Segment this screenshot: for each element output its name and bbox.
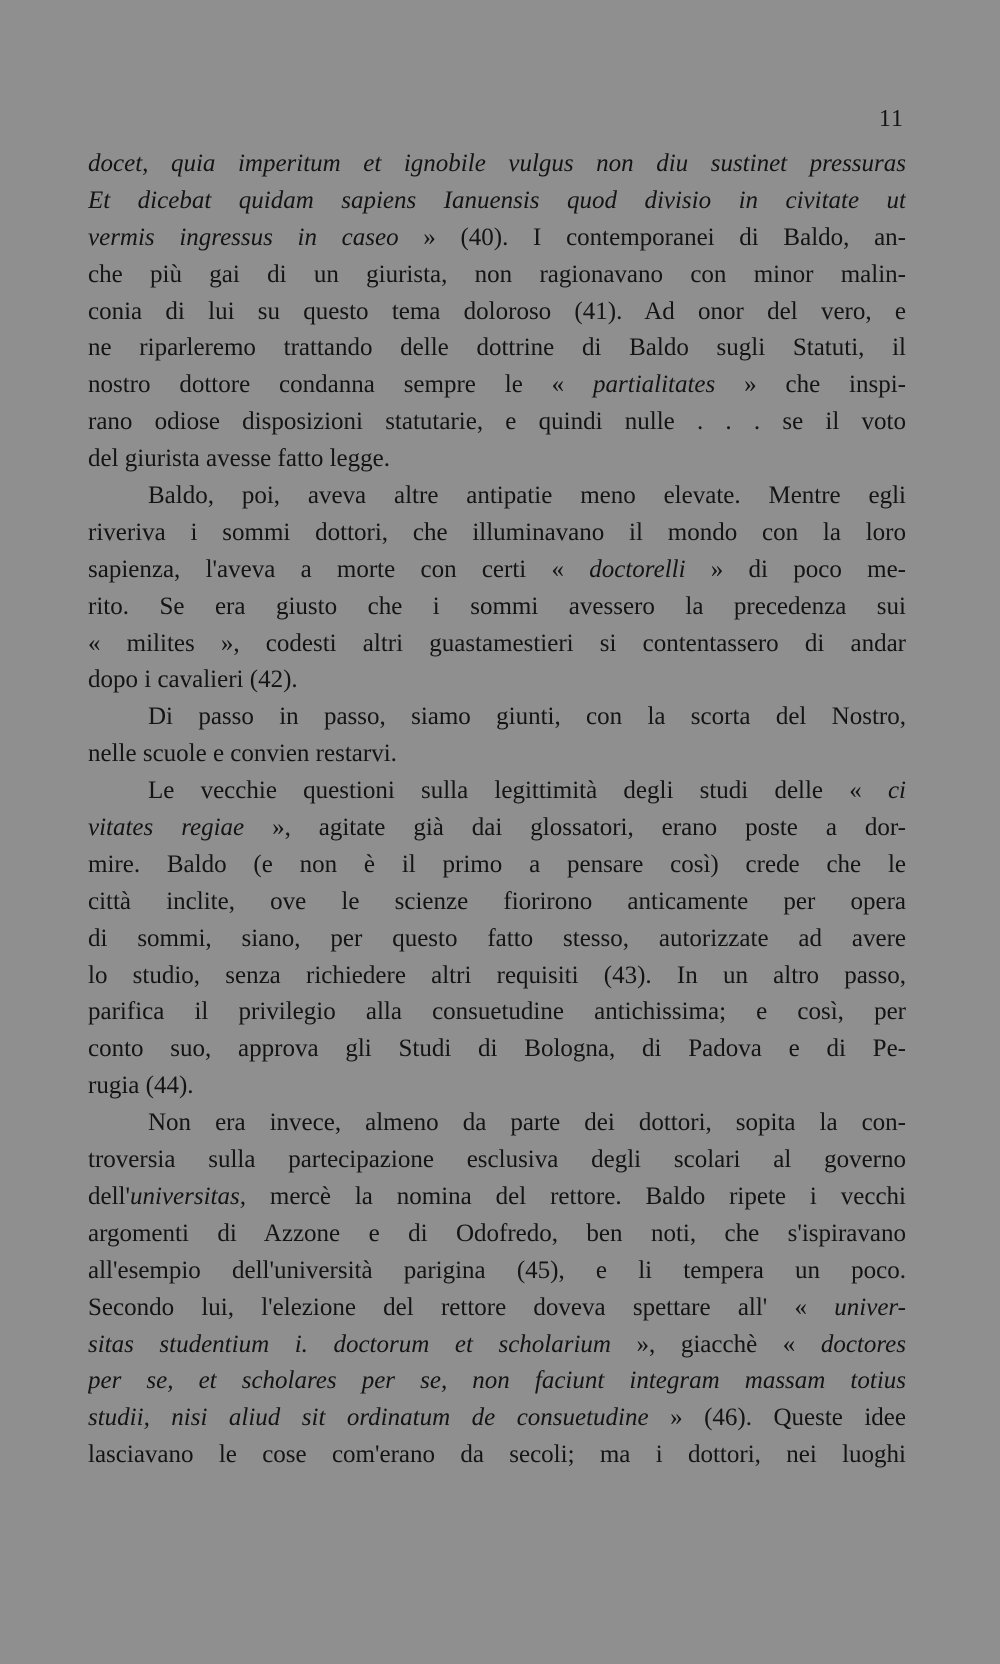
text-line	[88, 1179, 906, 1216]
text-line	[88, 958, 906, 995]
italic-text: sitas studentium i. doctorum et scholarium	[88, 1330, 611, 1358]
text-span: troversia sulla partecipazione esclusiva degli scolari al governo	[88, 1146, 906, 1174]
italic-text: partialitates	[593, 371, 716, 399]
text-line	[88, 921, 906, 958]
text-line	[88, 589, 906, 626]
text-line	[88, 183, 906, 220]
text-line	[88, 1068, 906, 1105]
text-span: Baldo, poi, aveva altre antipatie meno elevate. Mentre egli	[148, 482, 906, 510]
text-line	[88, 1105, 906, 1142]
text-span: conia di lui su questo tema doloroso (41). Ad onor del vero, e	[88, 297, 906, 325]
text-line	[88, 626, 906, 663]
text-span: » che inspi-	[715, 371, 906, 399]
text-line	[88, 1437, 906, 1474]
text-span: rito. Se era giusto che i sommi avessero la precedenza sui	[88, 592, 906, 620]
italic-text: doctores	[820, 1330, 906, 1358]
text-span: rano odiose disposizioni statutarie, e quindi nulle . . . se il voto	[88, 408, 906, 436]
text-line	[88, 404, 906, 441]
text-line	[88, 294, 906, 331]
italic-text: univer-	[834, 1293, 906, 1321]
text-line	[88, 994, 906, 1031]
text-line	[88, 810, 906, 847]
text-line	[88, 662, 906, 699]
text-span: mire. Baldo (e non è il primo a pensare così) crede che le	[88, 850, 906, 878]
text-span: del giurista avesse fatto legge.	[88, 445, 390, 473]
text-line	[88, 330, 906, 367]
text-span: che più gai di un giurista, non ragionavano con minor malin-	[88, 260, 906, 288]
text-span: dopo i cavalieri (42).	[88, 666, 298, 694]
text-line	[88, 1363, 906, 1400]
text-span: all'esempio dell'università parigina (45), e li tempera un poco.	[88, 1256, 906, 1284]
text-span: mercè la nomina del rettore. Baldo ripete i vecchi	[245, 1182, 906, 1210]
text-span: « milites », codesti altri guastamestieri si contentassero di andar	[88, 629, 906, 657]
text-line	[88, 552, 906, 589]
text-line	[88, 220, 906, 257]
text-span: Non era invece, almeno da parte dei dottori, sopita la con-	[148, 1109, 906, 1137]
text-span: Le vecchie questioni sulla legittimità degli studi delle «	[148, 777, 888, 805]
text-line	[88, 515, 906, 552]
text-line	[88, 146, 906, 183]
text-span: argomenti di Azzone e di Odofredo, ben noti, che s'ispiravano	[88, 1219, 906, 1247]
text-span: di sommi, siano, per questo fatto stesso, autorizzate ad avere	[88, 924, 906, 952]
italic-text: studii, nisi aliud sit ordinatum de consuetudine	[88, 1404, 649, 1432]
text-line	[88, 699, 906, 736]
text-span: dell'	[88, 1182, 130, 1210]
text-span: nelle scuole e convien restarvi.	[88, 740, 397, 768]
text-span: » di poco me-	[685, 555, 906, 583]
italic-text: universitas,	[130, 1182, 246, 1210]
text-span: riveriva i sommi dottori, che illuminavano il mondo con la loro	[88, 518, 906, 546]
text-line	[88, 736, 906, 773]
text-body	[88, 146, 906, 1474]
text-span: rugia (44).	[88, 1072, 194, 1100]
text-line	[88, 1327, 906, 1364]
text-line	[88, 1290, 906, 1327]
text-line	[88, 847, 906, 884]
text-line	[88, 478, 906, 515]
text-span: », giacchè «	[610, 1330, 821, 1358]
text-span: ne riparleremo trattando delle dottrine di Baldo sugli Statuti, il	[88, 334, 906, 362]
text-span: conto suo, approva gli Studi di Bologna, di Padova e di Pe-	[88, 1035, 906, 1063]
page-number: 11	[878, 106, 904, 132]
italic-text: vermis ingressus in caseo	[88, 223, 399, 251]
text-line	[88, 884, 906, 921]
text-span: sapienza, l'aveva a morte con certi «	[88, 555, 590, 583]
text-span: » (46). Queste idee	[648, 1404, 906, 1432]
italic-text: vitates regiae	[88, 814, 245, 842]
text-span: Di passo in passo, siamo giunti, con la scorta del Nostro,	[148, 703, 906, 731]
text-span: » (40). I contemporanei di Baldo, an-	[398, 223, 906, 251]
text-span: nostro dottore condanna sempre le «	[88, 371, 594, 399]
text-span: lo studio, senza richiedere altri requisiti (43). In un altro passo,	[88, 961, 906, 989]
text-span: lasciavano le cose com'erano da secoli; ma i dottori, nei luoghi	[88, 1441, 906, 1469]
text-line	[88, 773, 906, 810]
text-span: parifica il privilegio alla consuetudine antichissima; e così, per	[88, 998, 906, 1026]
text-span: città inclite, ove le scienze fiorirono anticamente per opera	[88, 887, 906, 915]
italic-text: per se, et scholares per se, non faciunt integram massam totius	[88, 1367, 906, 1395]
text-line	[88, 1142, 906, 1179]
text-span: Secondo lui, l'elezione del rettore doveva spettare all' «	[88, 1293, 835, 1321]
text-line	[88, 1031, 906, 1068]
text-line	[88, 367, 906, 404]
italic-text: doctorelli	[589, 555, 686, 583]
text-line	[88, 1253, 906, 1290]
italic-text: Et dicebat quidam sapiens Ianuensis quod divisio in civitate ut	[88, 186, 906, 214]
italic-text: docet, quia imperitum et ignobile vulgus non diu sustinet pressuras	[88, 150, 906, 177]
text-span: », agitate già dai glossatori, erano poste a dor-	[244, 814, 906, 842]
text-line	[88, 1216, 906, 1253]
text-line	[88, 441, 906, 478]
text-line	[88, 1400, 906, 1437]
text-line	[88, 257, 906, 294]
italic-text: ci	[887, 777, 906, 805]
